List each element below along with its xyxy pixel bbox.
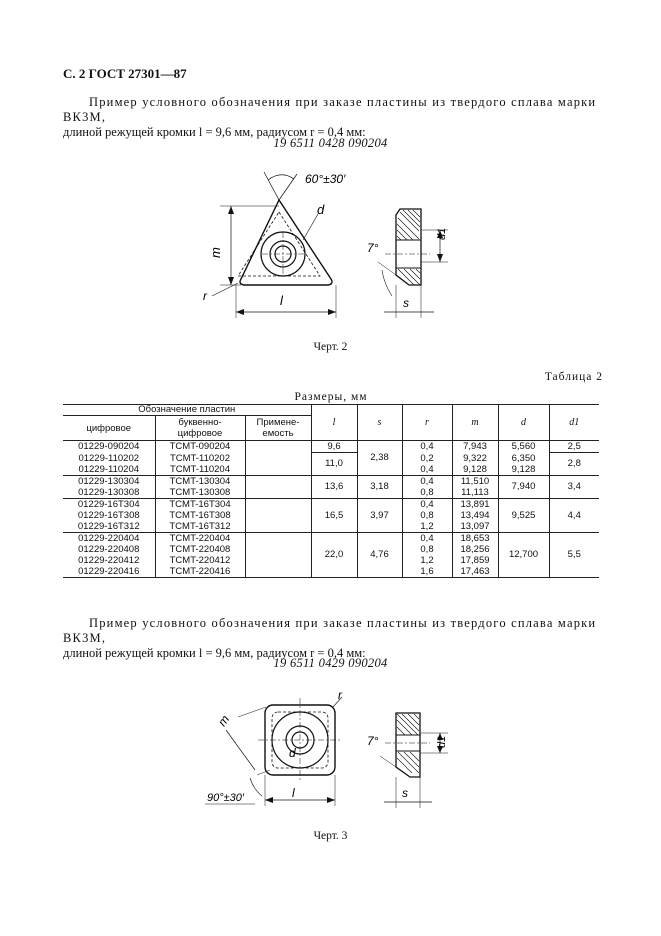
cell-applicability [245, 566, 311, 578]
col-header-appl-l1: Примене- [256, 417, 300, 428]
col-header-applicability [245, 416, 311, 441]
fig3-angle7-label: 7° [367, 734, 379, 748]
cell-m: 13,097 [452, 521, 498, 533]
cell-m: 18,653 [452, 532, 498, 544]
table-row [63, 498, 599, 510]
cell-d: 6,350 [498, 453, 549, 464]
cell-digital: 01229-110202 [78, 452, 140, 464]
cell-digital: 01229-16T312 [63, 521, 155, 533]
cell-alpha: TCMT-110204 [155, 464, 245, 476]
example1-code: 19 6511 0428 090204 [273, 136, 388, 150]
fig2-m-label: m [208, 247, 223, 258]
cell-m: 11,510 [452, 475, 498, 487]
cell-s: 3,97 [357, 498, 402, 532]
cell-s: 4,76 [357, 532, 402, 577]
col-header-s: s [357, 405, 402, 441]
fig2-l-label: l [280, 293, 283, 308]
cell-r: 0,4 [402, 475, 452, 487]
fig3-l-label: l [292, 786, 295, 800]
cell-r: 1,2 [402, 521, 452, 533]
cell-alpha: TCMT-090204 [155, 441, 245, 453]
example2-line2: длиной режущей кромки l = 9,6 мм, радиусом r = 0,4 мм: [63, 646, 366, 660]
cell-r: 0,4 [402, 441, 452, 453]
cell-applicability [245, 441, 311, 453]
fig3-d-label: d [289, 746, 296, 760]
cell-digital: 01229-16T304 [77, 498, 140, 510]
cell-alpha: TCMT-220412 [155, 555, 245, 566]
cell-l: 9,6 [311, 441, 357, 453]
cell-applicability [245, 464, 311, 476]
cell-l: 11,0 [311, 453, 357, 476]
cell-m: 13,891 [452, 498, 498, 510]
fig2-d-label: d [317, 202, 325, 217]
table-row [63, 532, 599, 544]
cell-r: 0,4 [402, 464, 452, 476]
cell-d1: 3,4 [549, 475, 599, 498]
cell-l: 13,6 [311, 475, 357, 498]
col-header-d1: d1 [549, 405, 599, 441]
cell-s: 3,18 [357, 475, 402, 498]
cell-applicability [245, 521, 311, 533]
cell-r: 0,2 [402, 453, 452, 464]
cell-r: 0,8 [402, 544, 452, 555]
example1-line1: Пример условного обозначения при заказе пластины из твердого сплава марки ВК3М, [63, 95, 597, 124]
cell-m: 17,463 [452, 566, 498, 578]
cell-applicability [245, 510, 311, 521]
fig3-s-label: s [402, 786, 408, 800]
group-header: Обозначение пластин [63, 405, 311, 416]
cell-alpha: TCMT-110202 [155, 453, 245, 464]
cell-m: 9,128 [452, 464, 498, 476]
fig2-angle7-label: 7° [367, 241, 379, 255]
cell-digital: 01229-220416 [63, 566, 155, 578]
col-header-digital: цифровое [63, 416, 155, 441]
cell-applicability [245, 555, 311, 566]
cell-digital: 01229-130304 [78, 475, 140, 487]
example2-line1: Пример условного обозначения при заказе пластины из твердого сплава марки ВК3М, [63, 616, 597, 645]
cell-alpha: TCMT-16T304 [155, 498, 245, 510]
cell-d1: 2,8 [549, 453, 599, 476]
cell-applicability [245, 453, 311, 464]
fig3-d1-label: d1 [436, 735, 448, 748]
table-row [63, 475, 599, 487]
fig2-d1-label: d1 [436, 227, 448, 240]
cell-alpha: TCMT-220416 [155, 566, 245, 578]
cell-m: 7,943 [452, 441, 498, 453]
cell-digital: 01229-130308 [63, 487, 155, 499]
cell-d: 9,128 [498, 464, 549, 476]
cell-applicability [245, 475, 311, 487]
cell-d1: 4,4 [549, 498, 599, 532]
cell-d1: 5,5 [549, 532, 599, 577]
cell-d: 9,525 [498, 498, 549, 532]
cell-applicability [245, 532, 311, 544]
angle-60-label: 60°±30′ [305, 172, 346, 186]
col-header-d: d [498, 405, 549, 441]
cell-d1: 2,5 [549, 441, 599, 453]
cell-digital: 01229-16T308 [77, 509, 140, 521]
figure3-caption: Черт. 3 [313, 830, 348, 842]
example1-line2: длиной режущей кромки l = 9,6 мм, радиусом r = 0,4 мм: [63, 125, 366, 139]
cell-l: 22,0 [311, 532, 357, 577]
figure2-caption: Черт. 2 [313, 341, 348, 353]
cell-r: 0,4 [402, 498, 452, 510]
cell-l: 16,5 [311, 498, 357, 532]
cell-d: 7,940 [498, 475, 549, 498]
cell-applicability [245, 544, 311, 555]
example2-text [63, 616, 603, 661]
cell-applicability [245, 498, 311, 510]
dimensions-table [63, 404, 599, 578]
col-header-r: r [402, 405, 452, 441]
cell-r: 1,2 [402, 555, 452, 566]
cell-s: 2,38 [357, 441, 402, 476]
cell-r: 1,6 [402, 566, 452, 578]
cell-alpha: TCMT-130304 [155, 475, 245, 487]
cell-alpha: TCMT-220408 [155, 544, 245, 555]
cell-m: 9,322 [452, 453, 498, 464]
cell-digital: 01229-110204 [63, 464, 155, 476]
cell-digital: 01229-090204 [78, 441, 140, 453]
cell-r: 0,4 [402, 532, 452, 544]
cell-r: 0,8 [402, 487, 452, 499]
fig3-angle90-label: 90°±30′ [207, 792, 244, 804]
fig2-s-label: s [403, 296, 409, 310]
cell-d: 5,560 [498, 441, 549, 453]
col-header-alpha-l1: буквенно- [178, 417, 222, 428]
col-header-alpha-l2: цифровое [177, 428, 223, 439]
cell-m: 17,859 [452, 555, 498, 566]
fig3-m-label: m [214, 712, 233, 729]
cell-m: 11,113 [452, 487, 498, 499]
cell-alpha: TCMT-16T312 [155, 521, 245, 533]
page-header: С. 2 ГОСТ 27301—87 [63, 66, 187, 81]
fig2-r-label: r [203, 289, 207, 303]
table-row [63, 453, 599, 464]
table-sizes-label: Размеры, мм [294, 391, 368, 403]
col-header-m: m [452, 405, 498, 441]
fig3-r-label: r [338, 688, 342, 702]
cell-r: 0,8 [402, 510, 452, 521]
cell-digital: 01229-220404 [78, 532, 140, 544]
cell-alpha: TCMT-220404 [155, 532, 245, 544]
table-row [63, 441, 599, 453]
cell-d: 12,700 [498, 532, 549, 577]
cell-applicability [245, 487, 311, 499]
col-header-alpha [155, 416, 245, 441]
table-number: Таблица 2 [544, 371, 603, 383]
cell-alpha: TCMT-130308 [155, 487, 245, 499]
col-header-appl-l2: емость [262, 428, 294, 439]
cell-m: 13,494 [452, 510, 498, 521]
example2-code: 19 6511 0429 090204 [273, 656, 388, 670]
cell-m: 18,256 [452, 544, 498, 555]
cell-digital: 01229-220408 [78, 543, 140, 555]
cell-alpha: TCMT-16T308 [155, 510, 245, 521]
col-header-l: l [311, 405, 357, 441]
cell-digital: 01229-220412 [78, 554, 140, 566]
